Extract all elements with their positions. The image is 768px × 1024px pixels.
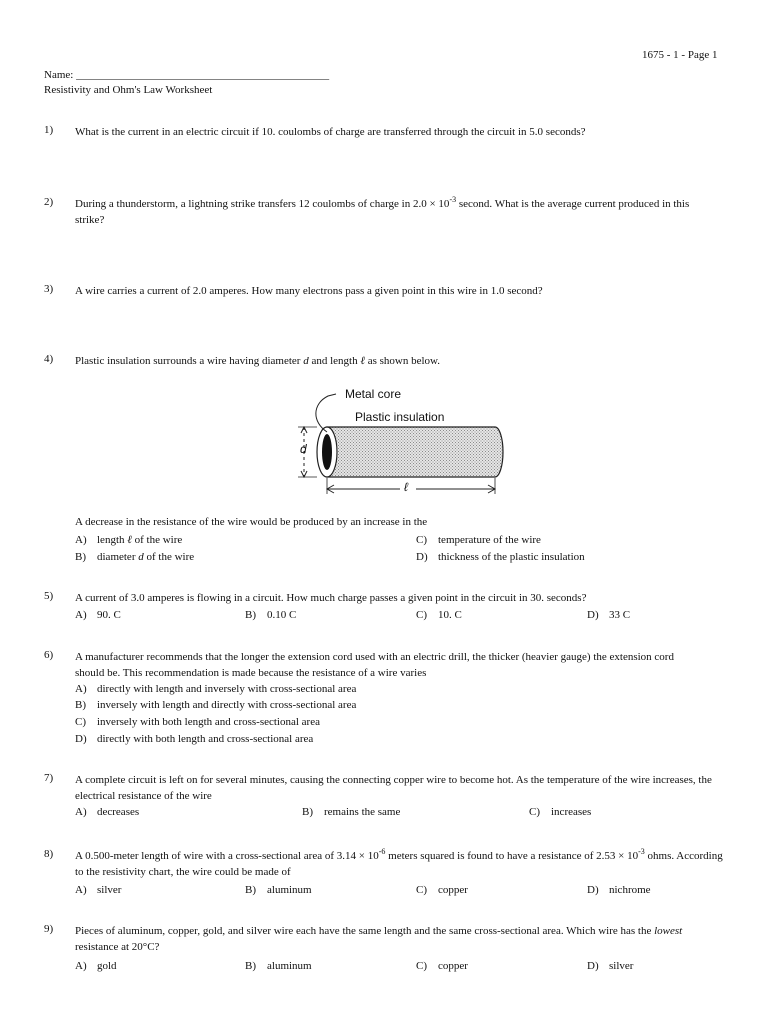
question-text [75, 353, 725, 369]
question-number: 9) [44, 923, 54, 935]
variable-d: d [303, 355, 309, 367]
question-number: 6) [44, 649, 54, 661]
answer-choice[interactable] [75, 884, 121, 896]
question-text: A complete circuit is left on for several minutes, causing the connecting copper wire to become hot. As the temperature of the wire increases, the electrical resistance of the wire [75, 774, 712, 802]
metal-core-leader [316, 394, 336, 432]
choice-letter: D) [587, 960, 599, 972]
variable-l: ℓ [360, 355, 365, 367]
choice-letter: A) [75, 609, 87, 621]
choice-letter: A) [75, 534, 87, 546]
answer-choice[interactable] [245, 960, 312, 972]
choice-letter: D) [587, 884, 599, 896]
choice-text: temperature of the wire [438, 534, 541, 546]
answer-choice[interactable] [245, 884, 312, 896]
choice-text: directly with length and inversely with cross-sectional area [97, 683, 357, 695]
answer-choice[interactable] [416, 534, 541, 546]
choice-letter: B) [245, 609, 256, 621]
question-text [75, 196, 705, 228]
question-text-part: and length [308, 355, 361, 367]
choice-text: 33 C [609, 609, 631, 621]
choice-text: inversely with length and directly with cross-sectional area [97, 699, 357, 711]
answer-choice[interactable] [416, 609, 462, 621]
question-text [75, 848, 725, 880]
choice-text: aluminum [267, 884, 312, 896]
question-number: 5) [44, 590, 54, 602]
plastic-insulation-label: Plastic insulation [355, 410, 445, 424]
l-label: ℓ [404, 480, 408, 494]
choice-letter: A) [75, 884, 87, 896]
choice-letter: C) [416, 534, 427, 546]
choice-letter: B) [75, 551, 86, 563]
choice-letter: B) [302, 806, 313, 818]
choice-text: thickness of the plastic insulation [438, 551, 585, 563]
d-label: d [300, 442, 307, 456]
emphasis: lowest [654, 925, 683, 937]
choice-text: silver [97, 884, 122, 896]
question-text-part: Plastic insulation surrounds a wire having diameter [75, 355, 304, 367]
question-text: A manufacturer recommends that the longer the extension cord used with an electric drill, the thicker (heavier gauge) the extension cord should be. This recommendation is made because the resistance of a wire varies [75, 651, 674, 679]
name-line: ______________________________________________ [76, 69, 330, 81]
choice-letter: B) [245, 884, 256, 896]
answer-choice[interactable] [587, 884, 651, 896]
plastic-insulation-shape [327, 427, 503, 477]
answer-choice[interactable] [75, 716, 320, 728]
answer-choice[interactable] [75, 683, 356, 695]
question-stem: A decrease in the resistance of the wire would be produced by an increase in the [75, 516, 428, 528]
choice-letter: A) [75, 960, 87, 972]
question-text-part: meters squared is found to have a resistance of 2.53 × 10 [385, 850, 639, 862]
question-number: 7) [44, 772, 54, 784]
answer-choice[interactable] [416, 551, 585, 563]
answer-choice[interactable] [75, 609, 121, 621]
question-number: 2) [44, 196, 54, 208]
answer-choice[interactable] [587, 960, 633, 972]
variable-l: ℓ [127, 534, 132, 546]
choice-letter: C) [529, 806, 540, 818]
choice-text: gold [97, 960, 117, 972]
exponent: -3 [449, 195, 457, 204]
question-text-part: A 0.500-meter length of wire with a cross-sectional area of 3.14 × 10 [75, 850, 379, 862]
question-text-part: During a thunderstorm, a lightning strike transfers 12 coulombs of charge in 2.0 × 10 [75, 198, 450, 210]
metal-core-label: Metal core [345, 387, 402, 401]
choice-letter: D) [416, 551, 428, 563]
wire-diagram [290, 382, 510, 497]
exponent: -6 [378, 847, 386, 856]
name-label: Name: [44, 69, 74, 81]
metal-core-shape [322, 434, 332, 470]
answer-choice[interactable] [529, 806, 591, 818]
choice-text: diameter [97, 551, 139, 563]
choice-letter: A) [75, 806, 87, 818]
answer-choice[interactable] [75, 534, 182, 546]
choice-letter: C) [416, 609, 427, 621]
question-number: 1) [44, 124, 54, 136]
question-number: 8) [44, 848, 54, 860]
question-text: What is the current in an electric circuit if 10. coulombs of charge are transferred through the circuit in 5.0 seconds? [75, 126, 586, 138]
choice-letter: D) [75, 733, 87, 745]
question-text [75, 923, 720, 955]
choice-text: silver [609, 960, 634, 972]
answer-choice[interactable] [302, 806, 400, 818]
answer-choice[interactable] [416, 884, 468, 896]
choice-text: copper [438, 960, 468, 972]
answer-choice[interactable] [75, 699, 356, 711]
question-text-part: ohms. According to the resistivity chart, the wire could be made of [75, 850, 723, 878]
choice-text: decreases [97, 806, 140, 818]
choice-letter: C) [416, 960, 427, 972]
choice-text: length [97, 534, 128, 546]
choice-text: aluminum [267, 960, 312, 972]
choice-letter: A) [75, 683, 87, 695]
choice-text: inversely with both length and cross-sectional area [97, 716, 320, 728]
answer-choice[interactable] [75, 806, 139, 818]
choice-letter: B) [245, 960, 256, 972]
choice-text: copper [438, 884, 468, 896]
choice-text: of the wire [131, 534, 183, 546]
question-text-part: Pieces of aluminum, copper, gold, and silver wire each have the same length and the same cross-sectional area. Which wire has the [75, 925, 655, 937]
question-text-part: resistance at 20°C? [75, 941, 160, 953]
answer-choice[interactable] [416, 960, 468, 972]
choice-text: remains the same [324, 806, 401, 818]
choice-text: increases [551, 806, 592, 818]
question-text: A current of 3.0 amperes is flowing in a circuit. How much charge passes a given point in the circuit in 30. seconds? [75, 592, 587, 604]
answer-choice[interactable] [75, 960, 117, 972]
choice-text: 90. C [97, 609, 121, 621]
choice-text: 10. C [438, 609, 462, 621]
exponent: -3 [638, 847, 645, 856]
choice-text: nichrome [609, 884, 651, 896]
worksheet-title: Resistivity and Ohm's Law Worksheet [44, 84, 213, 96]
choice-letter: D) [587, 609, 599, 621]
choice-text: directly with both length and cross-sectional area [97, 733, 314, 745]
question-number: 4) [44, 353, 54, 365]
variable-d: d [138, 551, 144, 563]
page-id: 1675 - 1 - Page 1 [642, 49, 718, 61]
question-text-part: as shown below. [364, 355, 440, 367]
answer-choice[interactable] [587, 609, 630, 621]
answer-choice[interactable] [75, 733, 313, 745]
choice-letter: C) [416, 884, 427, 896]
question-text-part: second. What is the average current produced in this strike? [75, 198, 690, 226]
name-field[interactable] [44, 69, 329, 81]
choice-text: of the wire [143, 551, 195, 563]
choice-text: 0.10 C [267, 609, 297, 621]
answer-choice[interactable] [75, 551, 194, 563]
choice-letter: C) [75, 716, 86, 728]
choice-letter: B) [75, 699, 86, 711]
answer-choice[interactable] [245, 609, 296, 621]
question-text: A wire carries a current of 2.0 amperes. How many electrons pass a given point in this wire in 1.0 second? [75, 285, 543, 297]
question-number: 3) [44, 283, 54, 295]
